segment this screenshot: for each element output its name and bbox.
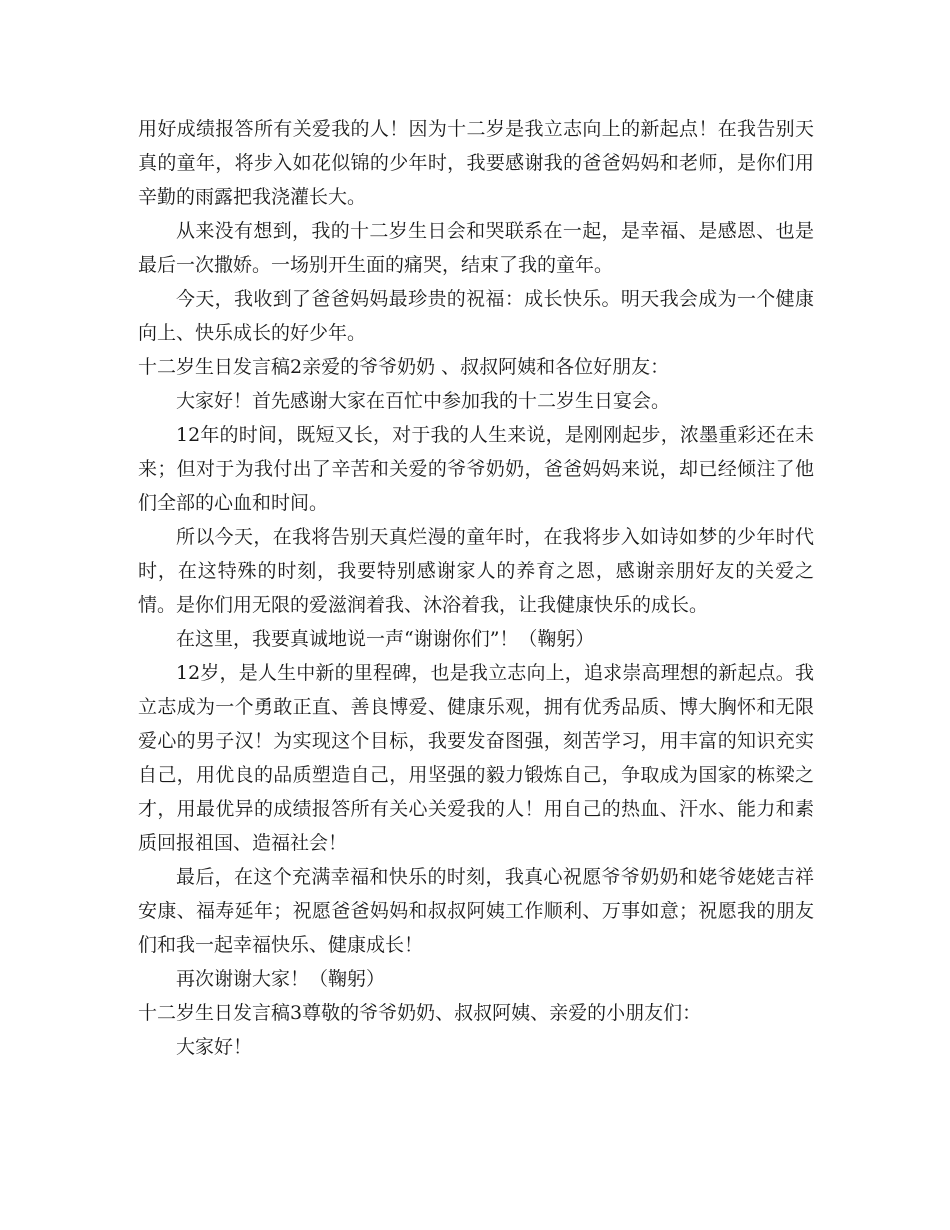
paragraph: 所以今天，在我将告别天真烂漫的童年时，在我将步入如诗如梦的少年时代时，在这特殊的时刻，我要特别感谢家人的养育之恩，感谢亲朋好友的关爱之情。是你们用无限的爱滋润着我、沐浴着我，让我健康快乐的成长。 [138,526,814,616]
paragraph: 在这里，我要真诚地说一声“谢谢你们”！（鞠躬） [176,628,595,650]
paragraph: 大家好！ [176,1036,253,1058]
paragraph: 从来没有想到，我的十二岁生日会和哭联系在一起，是幸福、是感恩、也是最后一次撒娇。一场别开生面的痛哭，结束了我的童年。 [138,220,814,276]
paragraph: 12年的时间，既短又长，对于我的人生来说，是刚刚起步，浓墨重彩还在未来；但对于为我付出了辛苦和关爱的爷爷奶奶，爸爸妈妈来说，却已经倾注了他们全部的心血和时间。 [138,424,814,514]
paragraph-continuation: 用好成绩报答所有关爱我的人！因为十二岁是我立志向上的新起点！在我告别天真的童年，将步入如花似锦的少年时，我要感谢我的爸爸妈妈和老师，是你们用辛勤的雨露把我浇灌长大。 [138,118,814,208]
paragraph: 大家好！首先感谢大家在百忙中参加我的十二岁生日宴会。 [176,390,671,412]
paragraph: 今天，我收到了爸爸妈妈最珍贵的祝福：成长快乐。明天我会成为一个健康向上、快乐成长的好少年。 [138,288,814,344]
paragraph: 12岁，是人生中新的里程碑，也是我立志向上，追求崇高理想的新起点。我立志成为一个勇敢正直、善良博爱、健康乐观，拥有优秀品质、博大胸怀和无限爱心的男子汉！为实现这个目标，我要发奋图强，刻苦学习，用丰富的知识充实自己，用优良的品质塑造自己，用坚强的毅力锻炼自己，争取成为国家的栋梁之才，用最优异的成绩报答所有关心关爱我的人！用自己的热血、汗水、能力和素质回报祖国、造福社会！ [138,662,814,854]
section-heading: 十二岁生日发言稿2亲爱的爷爷奶奶 、叔叔阿姨和各位好朋友： [138,356,670,378]
document-body [138,112,814,1064]
paragraph: 最后，在这个充满幸福和快乐的时刻，我真心祝愿爷爷奶奶和姥爷姥姥吉祥安康、福寿延年；祝愿爸爸妈妈和叔叔阿姨工作顺利、万事如意；祝愿我的朋友们和我一起幸福快乐、健康成长！ [138,866,814,956]
section-heading: 十二岁生日发言稿3尊敬的爷爷奶奶、叔叔阿姨、亲爱的小朋友们： [138,1002,702,1024]
paragraph: 再次谢谢大家！（鞠躬） [176,968,386,990]
